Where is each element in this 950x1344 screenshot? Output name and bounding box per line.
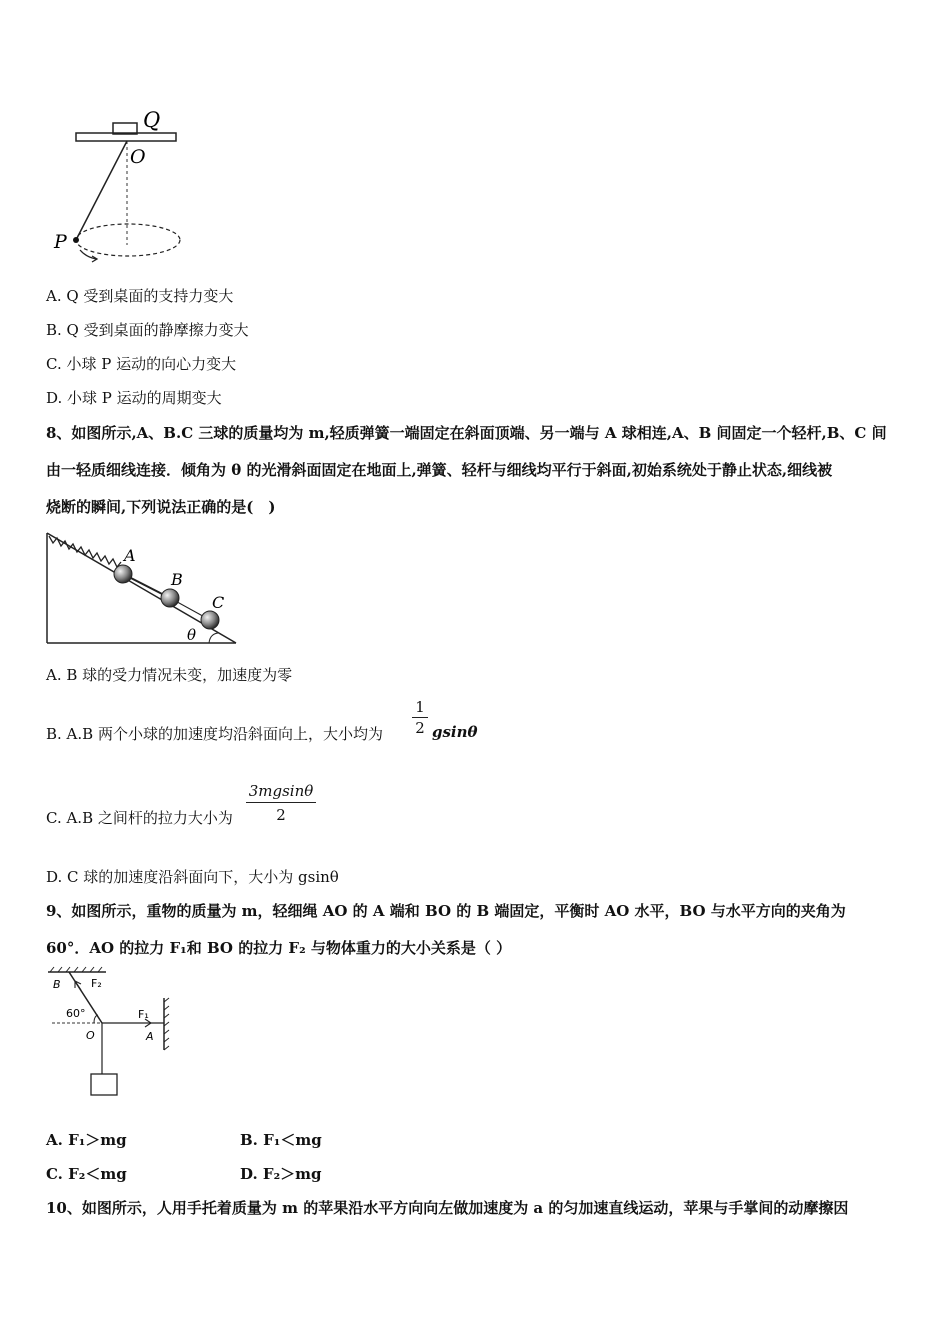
q8-option-c: C. A.B 之间杆的拉力大小为 — [46, 809, 233, 827]
q8-option-d: D. C 球的加速度沿斜面向下，大小为 gsinθ — [46, 868, 339, 886]
label-b: B — [171, 570, 183, 589]
ball-c — [201, 611, 219, 629]
label-b: B — [53, 978, 61, 991]
angle-arc — [209, 633, 218, 643]
q8-stem-line1: 8、如图所示,A、B.C 三球的质量均为 m,轻质弹簧一端固定在斜面顶端、另一端与 A 球相连,A、B 间固定一个轻杆,B、C 间 — [46, 424, 887, 442]
q8-option-b-tail: gsinθ — [432, 723, 478, 741]
label-p: P — [54, 231, 67, 253]
q9-option-a: A. F₁＞mg — [46, 1131, 127, 1149]
fraction-numerator: 3mgsinθ — [248, 782, 314, 800]
q8-option-b-fraction — [412, 697, 428, 738]
string-op — [76, 141, 127, 240]
q8-stem-line2: 由一轻质细线连接．倾角为 θ 的光滑斜面固定在地面上,弹簧、轻杆与细线均平行于斜面,初始系统处于静止状态,细线被 — [46, 461, 833, 479]
label-60: 60° — [66, 1007, 86, 1020]
rope-figure — [44, 966, 179, 1098]
label-o: O — [86, 1029, 95, 1042]
label-f1: F₁ — [138, 1008, 149, 1021]
weight-block — [91, 1074, 117, 1095]
q9-option-d: D. F₂＞mg — [240, 1165, 322, 1183]
q9-stem-line2: 60°．AO 的拉力 F₁和 BO 的拉力 F₂ 与物体重力的大小关系是（ ） — [46, 939, 512, 957]
fraction-denominator: 2 — [246, 802, 316, 827]
fraction-numerator: 1 — [415, 698, 425, 716]
q8-stem-line3: 烧断的瞬间,下列说法正确的是( ) — [46, 498, 276, 516]
q7-option-d: D. 小球 P 运动的周期变大 — [46, 389, 222, 407]
q9-stem-line1: 9、如图所示，重物的质量为 m，轻细绳 AO 的 A 端和 BO 的 B 端固定，平衡时 AO 水平，BO 与水平方向的夹角为 — [46, 902, 846, 920]
q7-option-a: A. Q 受到桌面的支持力变大 — [46, 287, 234, 305]
q7-option-b: B. Q 受到桌面的静摩擦力变大 — [46, 321, 249, 339]
fraction-denominator: 2 — [412, 717, 428, 738]
ball-a — [114, 565, 132, 583]
label-a: A — [124, 546, 136, 565]
label-a: A — [146, 1030, 154, 1043]
ball-b — [161, 589, 179, 607]
label-c: C — [212, 593, 225, 612]
label-q: Q — [143, 108, 161, 132]
q10-stem-line1: 10、如图所示，人用手托着质量为 m 的苹果沿水平方向向左做加速度为 a 的匀加速直线运动，苹果与手掌间的动摩擦因 — [46, 1199, 849, 1217]
q8-option-a: A. B 球的受力情况未变，加速度为零 — [46, 666, 293, 684]
q9-option-c: C. F₂＜mg — [46, 1165, 127, 1183]
q9-option-b: B. F₁＜mg — [240, 1131, 322, 1149]
label-o: O — [130, 146, 146, 168]
circular-path — [76, 224, 180, 256]
incline-figure — [44, 528, 244, 646]
q8-option-b: B. A.B 两个小球的加速度均沿斜面向上，大小均为 — [46, 725, 383, 743]
ball-p — [73, 237, 79, 243]
label-theta: θ — [187, 626, 197, 644]
label-f2: F₂ — [91, 977, 102, 990]
f2-arrow-icon — [75, 981, 81, 990]
q7-option-c: C. 小球 P 运动的向心力变大 — [46, 355, 237, 373]
q8-option-c-fraction — [246, 780, 316, 827]
pendulum-figure — [50, 105, 200, 265]
